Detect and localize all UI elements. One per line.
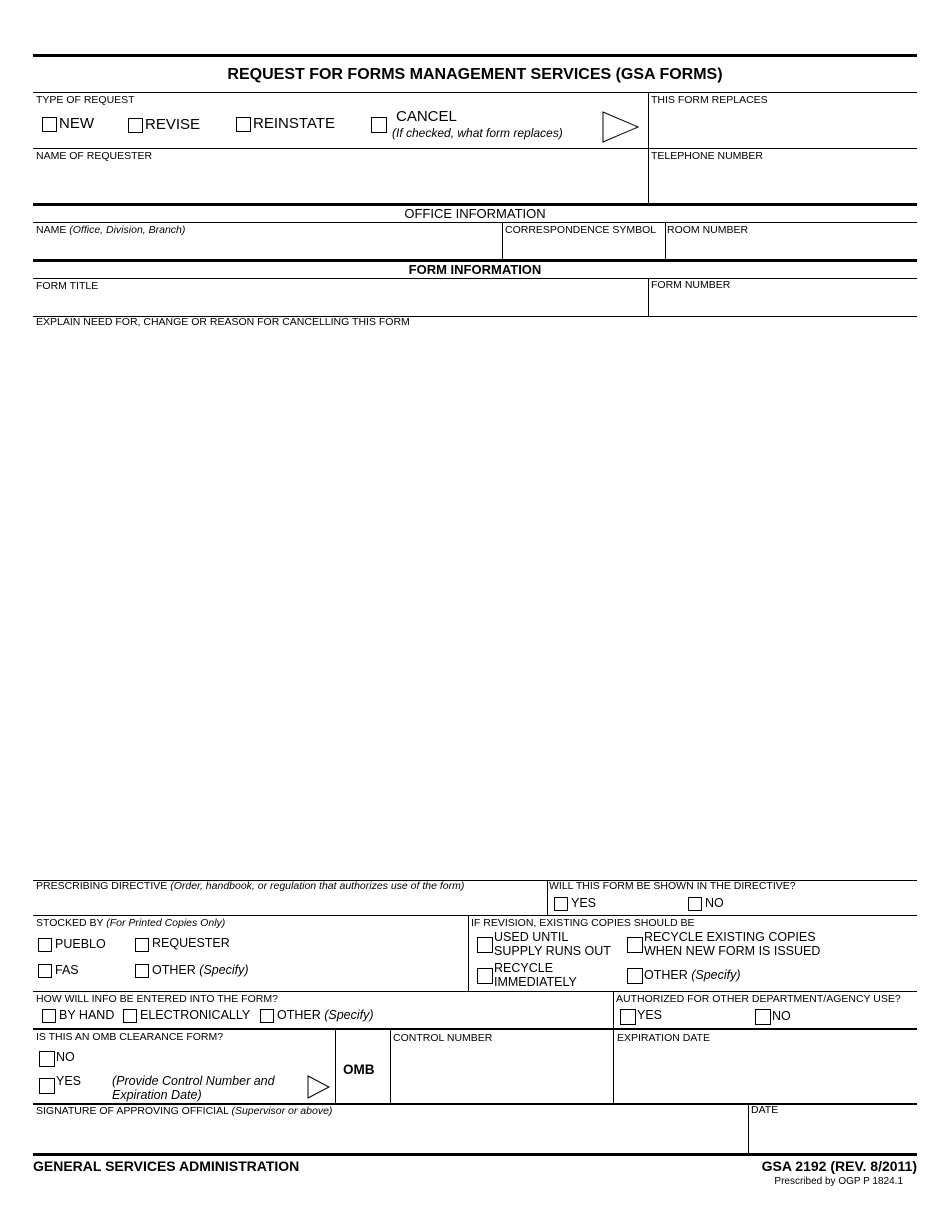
new-checkbox[interactable] bbox=[42, 117, 57, 132]
other-agency-label: AUTHORIZED FOR OTHER DEPARTMENT/AGENCY USE? bbox=[616, 993, 901, 1005]
explain-need-label: EXPLAIN NEED FOR, CHANGE OR REASON FOR CANCELLING THIS FORM bbox=[36, 316, 410, 328]
recycle-existing-checkbox[interactable] bbox=[627, 937, 643, 953]
arrow-right-icon bbox=[307, 1075, 331, 1099]
directive-no-label: NO bbox=[705, 896, 724, 910]
this-form-replaces-field[interactable] bbox=[650, 108, 915, 146]
correspondence-symbol-field[interactable] bbox=[504, 237, 664, 258]
control-number-field[interactable] bbox=[392, 1046, 611, 1102]
form-title-field[interactable] bbox=[35, 293, 645, 315]
agency-name: GENERAL SERVICES ADMINISTRATION bbox=[33, 1158, 300, 1174]
electronically-checkbox[interactable] bbox=[123, 1009, 137, 1023]
signature-field[interactable] bbox=[35, 1119, 745, 1152]
office-information-header: OFFICE INFORMATION bbox=[404, 206, 546, 221]
entry-other-checkbox[interactable] bbox=[260, 1009, 274, 1023]
revision-other-label: OTHER (Specify) bbox=[644, 968, 741, 982]
form-number-label: FORM NUMBER bbox=[651, 279, 731, 291]
omb-yes-label: YES bbox=[56, 1074, 82, 1088]
pueblo-checkbox[interactable] bbox=[38, 938, 52, 952]
other-agency-yes-checkbox[interactable] bbox=[620, 1009, 636, 1025]
used-until-label: USED UNTIL SUPPLY RUNS OUT bbox=[494, 930, 611, 958]
pueblo-label: PUEBLO bbox=[55, 937, 106, 951]
signature-label: SIGNATURE OF APPROVING OFFICIAL (Supervisor or above) bbox=[36, 1105, 333, 1117]
office-name-label: NAME (Office, Division, Branch) bbox=[36, 224, 186, 236]
this-form-replaces-label: THIS FORM REPLACES bbox=[651, 94, 768, 106]
expiration-date-field[interactable] bbox=[616, 1046, 915, 1102]
correspondence-symbol-label: CORRESPONDENCE SYMBOL bbox=[505, 224, 657, 236]
shown-in-directive-label: WILL THIS FORM BE SHOWN IN THE DIRECTIVE? bbox=[549, 880, 796, 892]
entry-other-label: OTHER (Specify) bbox=[277, 1008, 374, 1022]
room-number-field[interactable] bbox=[667, 237, 915, 258]
prescribing-directive-label: PRESCRIBING DIRECTIVE (Order, handbook, or regulation that authorizes use of the form) bbox=[36, 880, 465, 892]
prescribing-directive-field[interactable] bbox=[35, 893, 545, 914]
cancel-option-label: CANCEL bbox=[396, 108, 457, 125]
by-hand-checkbox[interactable] bbox=[42, 1009, 56, 1023]
form-information-header: FORM INFORMATION bbox=[408, 262, 542, 277]
info-entry-label: HOW WILL INFO BE ENTERED INTO THE FORM? bbox=[36, 993, 278, 1005]
office-name-field[interactable] bbox=[35, 237, 500, 258]
other-agency-no-checkbox[interactable] bbox=[755, 1009, 771, 1025]
directive-no-checkbox[interactable] bbox=[688, 897, 702, 911]
telephone-number-field[interactable] bbox=[650, 164, 915, 202]
stocked-other-checkbox[interactable] bbox=[135, 964, 149, 978]
form-title-label: FORM TITLE bbox=[36, 280, 99, 292]
revise-checkbox[interactable] bbox=[128, 118, 143, 133]
name-of-requester-label: NAME OF REQUESTER bbox=[36, 150, 153, 162]
name-of-requester-field[interactable] bbox=[35, 164, 645, 202]
cancel-note: (If checked, what form replaces) bbox=[392, 126, 563, 140]
new-option-label: NEW bbox=[59, 115, 94, 132]
form-id: GSA 2192 (REV. 8/2011) bbox=[761, 1158, 917, 1174]
telephone-number-label: TELEPHONE NUMBER bbox=[651, 150, 764, 162]
omb-clearance-label: IS THIS AN OMB CLEARANCE FORM? bbox=[36, 1031, 224, 1043]
reinstate-option-label: REINSTATE bbox=[253, 115, 335, 132]
revise-option-label: REVISE bbox=[145, 116, 201, 133]
electronically-label: ELECTRONICALLY bbox=[140, 1008, 251, 1022]
omb-yes-note: (Provide Control Number and Expiration Date) bbox=[112, 1074, 275, 1102]
omb-no-checkbox[interactable] bbox=[39, 1051, 55, 1067]
requester-label: REQUESTER bbox=[152, 936, 230, 950]
directive-yes-label: YES bbox=[571, 896, 597, 910]
prescribed-by: Prescribed by OGP P 1824.1 bbox=[774, 1176, 903, 1187]
reinstate-checkbox[interactable] bbox=[236, 117, 251, 132]
fas-checkbox[interactable] bbox=[38, 964, 52, 978]
cancel-checkbox[interactable] bbox=[371, 117, 387, 133]
recycle-immediately-label: RECYCLE IMMEDIATELY bbox=[494, 961, 577, 989]
other-agency-no-label: NO bbox=[772, 1009, 791, 1023]
form-title: REQUEST FOR FORMS MANAGEMENT SERVICES (GSA FORMS) bbox=[227, 66, 723, 83]
if-revision-label: IF REVISION, EXISTING COPIES SHOULD BE bbox=[471, 917, 695, 929]
requester-checkbox[interactable] bbox=[135, 938, 149, 952]
used-until-checkbox[interactable] bbox=[477, 937, 493, 953]
arrow-right-icon bbox=[602, 111, 640, 143]
form-number-field[interactable] bbox=[650, 293, 915, 315]
recycle-existing-label: RECYCLE EXISTING COPIES WHEN NEW FORM IS ISSUED bbox=[644, 930, 821, 958]
other-agency-yes-label: YES bbox=[637, 1008, 663, 1022]
omb-label: OMB bbox=[343, 1062, 375, 1077]
date-field[interactable] bbox=[750, 1119, 915, 1152]
directive-yes-checkbox[interactable] bbox=[554, 897, 568, 911]
date-label: DATE bbox=[751, 1104, 779, 1116]
omb-no-label: NO bbox=[56, 1050, 75, 1064]
omb-yes-checkbox[interactable] bbox=[39, 1078, 55, 1094]
stocked-by-label: STOCKED BY (For Printed Copies Only) bbox=[36, 917, 226, 929]
recycle-immediately-checkbox[interactable] bbox=[477, 968, 493, 984]
by-hand-label: BY HAND bbox=[59, 1008, 115, 1022]
stocked-other-label: OTHER (Specify) bbox=[152, 963, 249, 977]
control-number-label: CONTROL NUMBER bbox=[393, 1032, 493, 1044]
room-number-label: ROOM NUMBER bbox=[667, 224, 749, 236]
fas-label: FAS bbox=[55, 963, 79, 977]
revision-other-checkbox[interactable] bbox=[627, 968, 643, 984]
type-of-request-label: TYPE OF REQUEST bbox=[36, 94, 135, 106]
top-rule bbox=[33, 54, 917, 57]
explain-need-textarea[interactable] bbox=[35, 330, 915, 878]
expiration-date-label: EXPIRATION DATE bbox=[617, 1032, 710, 1044]
